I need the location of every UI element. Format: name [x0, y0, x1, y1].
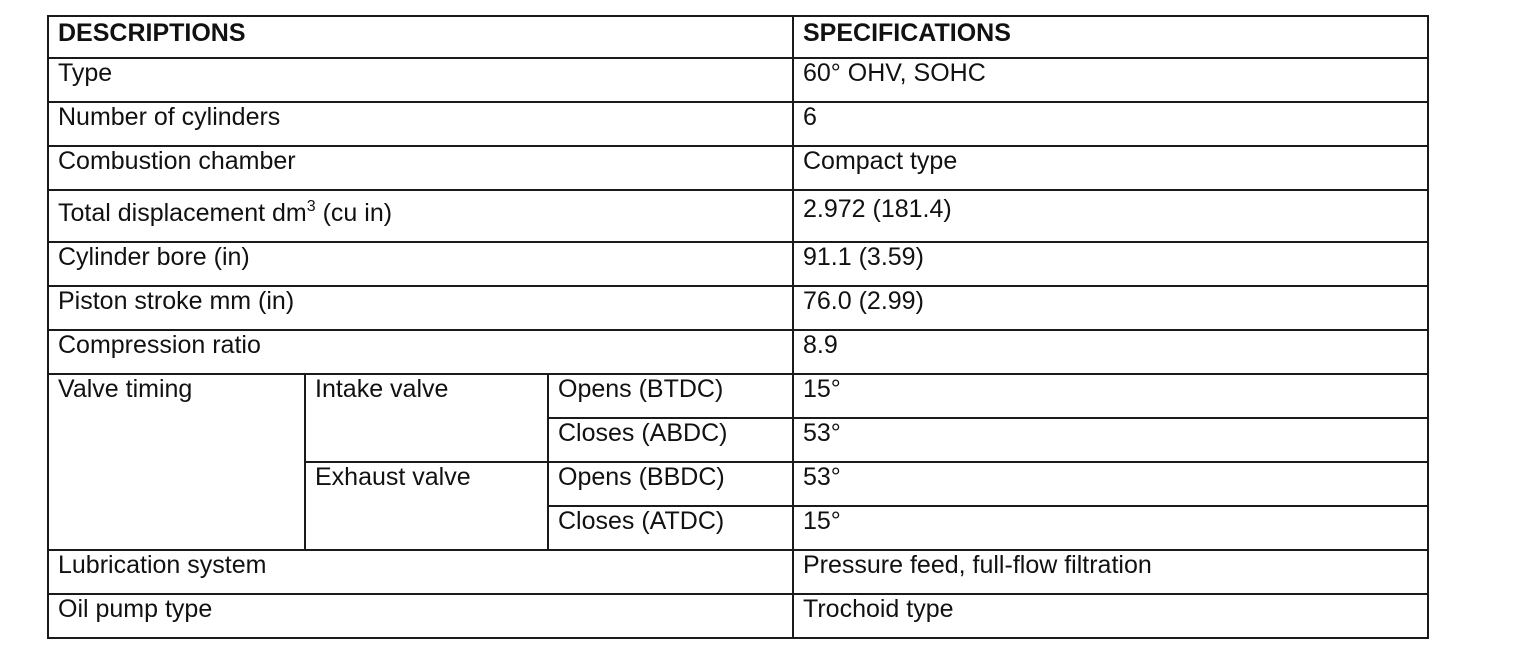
table-header-row — [48, 16, 1428, 58]
row-label: Compression ratio — [48, 330, 793, 374]
table-row — [48, 58, 1428, 102]
exhaust-closes-value: 15° — [793, 506, 1428, 550]
table-row — [48, 102, 1428, 146]
table-row — [48, 286, 1428, 330]
header-descriptions: DESCRIPTIONS — [48, 16, 793, 58]
row-value: 76.0 (2.99) — [793, 286, 1428, 330]
row-value: Trochoid type — [793, 594, 1428, 638]
row-label: Cylinder bore (in) — [48, 242, 793, 286]
table-row — [48, 146, 1428, 190]
row-value: Pressure feed, full-flow filtration — [793, 550, 1428, 594]
intake-closes-value: 53° — [793, 418, 1428, 462]
table-row — [48, 190, 1428, 242]
row-label: Combustion chamber — [48, 146, 793, 190]
table-row — [48, 374, 1428, 418]
row-value: 60° OHV, SOHC — [793, 58, 1428, 102]
row-value: 6 — [793, 102, 1428, 146]
exhaust-opens-value: 53° — [793, 462, 1428, 506]
intake-opens-label: Opens (BTDC) — [548, 374, 793, 418]
row-value: 91.1 (3.59) — [793, 242, 1428, 286]
exhaust-opens-label: Opens (BBDC) — [548, 462, 793, 506]
table-row — [48, 594, 1428, 638]
row-label — [48, 190, 793, 242]
row-label: Type — [48, 58, 793, 102]
exhaust-closes-label: Closes (ATDC) — [548, 506, 793, 550]
table-row — [48, 550, 1428, 594]
row-label: Oil pump type — [48, 594, 793, 638]
table-row — [48, 242, 1428, 286]
header-specifications: SPECIFICATIONS — [793, 16, 1428, 58]
row-value: 2.972 (181.4) — [793, 190, 1428, 242]
intake-valve-label: Intake valve — [305, 374, 548, 462]
displacement-label-unit: (cu in) — [315, 199, 393, 227]
intake-opens-value: 15° — [793, 374, 1428, 418]
row-label: Piston stroke mm (in) — [48, 286, 793, 330]
intake-closes-label: Closes (ABDC) — [548, 418, 793, 462]
exhaust-valve-label: Exhaust valve — [305, 462, 548, 550]
spec-table — [47, 15, 1429, 639]
row-label: Number of cylinders — [48, 102, 793, 146]
table-row — [48, 330, 1428, 374]
row-label: Lubrication system — [48, 550, 793, 594]
valve-timing-label: Valve timing — [48, 374, 305, 550]
displacement-label-superscript: 3 — [306, 198, 316, 215]
row-value: 8.9 — [793, 330, 1428, 374]
row-value: Compact type — [793, 146, 1428, 190]
displacement-label-text: Total displacement dm — [58, 199, 307, 227]
